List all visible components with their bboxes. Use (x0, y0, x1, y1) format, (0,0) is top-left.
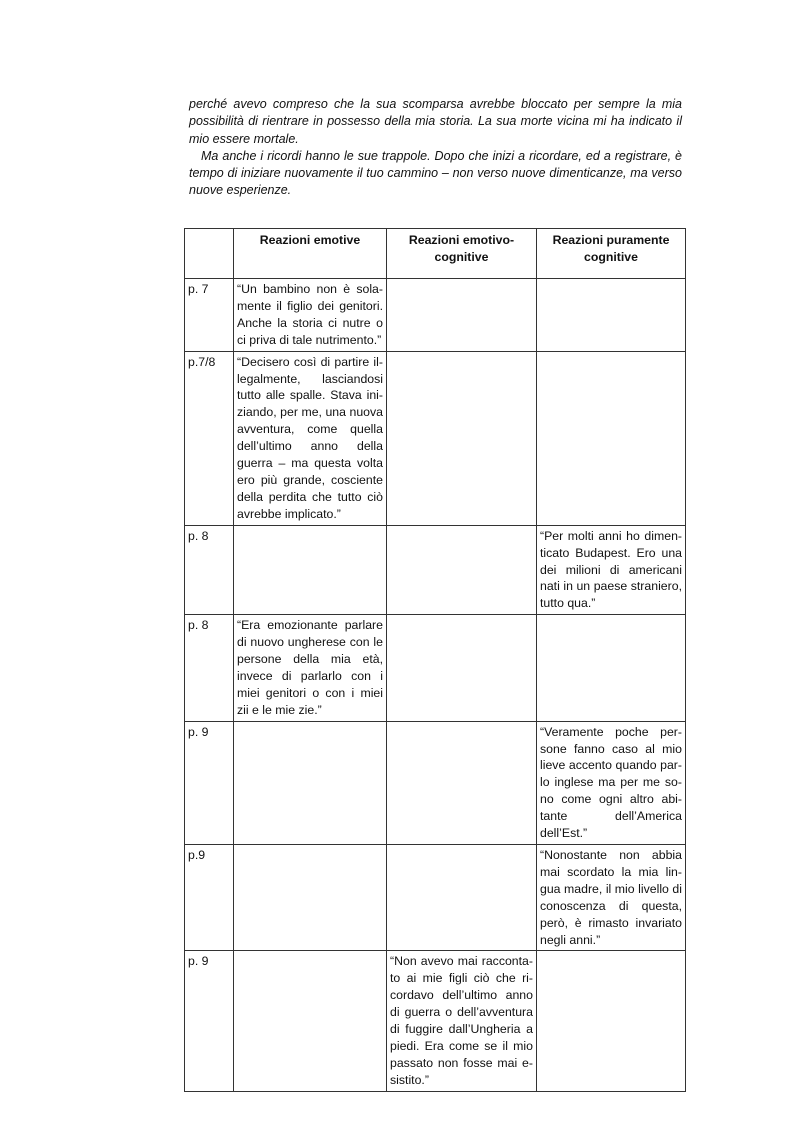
header-cognitive: Reazioni puramente cognitive (537, 229, 686, 279)
cell-emotive: “Decisero così di partire il- legalmente, lasciandosi tutto alle spalle. Stava ini- ziando, per me, una nuova avventura, come quella dell’ultimo anno della guerra – ma questa volta ero più grande, cosciente della perdita che tutto ciò avrebbe implicato.” (234, 351, 387, 525)
cell-emotive (234, 845, 387, 951)
cell-emotive (234, 525, 387, 615)
table-row (185, 351, 686, 525)
header-emotive: Reazioni emotive (234, 229, 387, 279)
table-row (185, 279, 686, 352)
cell-emotive (234, 721, 387, 844)
cell-cognitive (537, 951, 686, 1091)
cell-emotivo-cognitive (387, 721, 537, 844)
table-row (185, 845, 686, 951)
intro-paragraph-1-text: perché avevo compreso che la sua scomparsa avrebbe bloccato per sempre la mia possibilità di rientrare in possesso della mia storia. La sua morte vicina mi ha indicato il mio essere mortale. (189, 97, 682, 146)
intro-paragraph-2 (189, 148, 682, 200)
cell-cognitive: “Nonostante non abbia mai scordato la mia lin- gua madre, il mio livello di conoscenza di questa, però, è rimasto invariato negli anni.” (537, 845, 686, 951)
intro-paragraph-1 (189, 96, 682, 148)
row-page-ref: p. 8 (185, 525, 234, 615)
cell-emotivo-cognitive (387, 615, 537, 721)
row-page-ref: p. 7 (185, 279, 234, 352)
cell-emotive (234, 951, 387, 1091)
cell-cognitive: “Veramente poche per- sone fanno caso al mio lieve accento quando par- lo inglese ma per me so- no come ogni altro abi- tante dell’America dell’Est.” (537, 721, 686, 844)
row-page-ref: p. 8 (185, 615, 234, 721)
cell-emotive: “Un bambino non è sola- mente il figlio dei genitori. Anche la storia ci nutre o ci priva di tale nutrimento.” (234, 279, 387, 352)
row-page-ref: p. 9 (185, 951, 234, 1091)
cell-emotivo-cognitive: “Non avevo mai racconta- to ai mie figli ciò che ri- cordavo dell’ultimo anno di guerra o dell’avventura di fuggire dall’Ungheria a piedi. Era come se il mio passato non fosse mai e- sistito.” (387, 951, 537, 1091)
table-header-row (185, 229, 686, 279)
cell-emotivo-cognitive (387, 279, 537, 352)
table-row (185, 615, 686, 721)
table-row (185, 525, 686, 615)
reading-reactions-table (184, 228, 686, 1092)
cell-emotivo-cognitive (387, 351, 537, 525)
table-row (185, 951, 686, 1091)
row-page-ref: p. 9 (185, 721, 234, 844)
cell-cognitive (537, 279, 686, 352)
header-emotivo-cognitive: Reazioni emotivo- cognitive (387, 229, 537, 279)
intro-paragraph-2-text: Ma anche i ricordi hanno le sue trappole. Dopo che inizi a ricordare, ed a registrare, è tempo di iniziare nuovamente il tuo cammino – non verso nuove dimenticanze, ma verso nuove esperienze. (189, 148, 682, 198)
cell-emotive: “Era emozionante parlare di nuovo ungherese con le persone della mia età, invece di parlarlo con i miei genitori o con i miei zii e le mie zie.” (234, 615, 387, 721)
row-page-ref: p.7/8 (185, 351, 234, 525)
intro-text (189, 96, 682, 200)
table-body (185, 279, 686, 1092)
cell-emotivo-cognitive (387, 525, 537, 615)
cell-cognitive: “Per molti anni ho dimen- ticato Budapest. Ero una dei milioni di americani nati in un paese straniero, tutto qua.” (537, 525, 686, 615)
cell-emotivo-cognitive (387, 845, 537, 951)
row-page-ref: p.9 (185, 845, 234, 951)
header-page (185, 229, 234, 279)
cell-cognitive (537, 351, 686, 525)
table-row (185, 721, 686, 844)
cell-cognitive (537, 615, 686, 721)
